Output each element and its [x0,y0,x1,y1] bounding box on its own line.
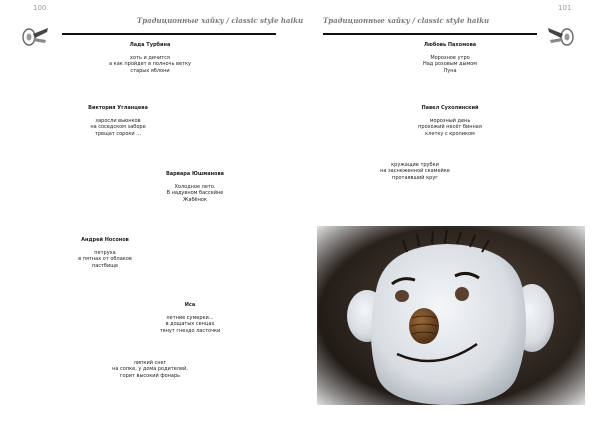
poem-line: в пятнах от облаков [78,256,132,263]
poem-line: Морозное утро [430,54,470,61]
poem-author: Любовь Пахомова [423,42,477,48]
right-running-header: Традиционные хайку / classic style haiku [323,16,490,25]
poem [95,42,205,74]
poem [95,360,205,379]
poem-line: Жабёнок [183,196,207,203]
poem-line: липкий снег [133,360,167,366]
poem-line: летние сумерки... [166,314,214,321]
poem [63,105,173,137]
poem-line: пастбище [91,262,119,269]
poem-author: Лада Турбина [129,42,171,48]
poem-author: Павел Сухолинский [421,105,479,111]
poem [50,237,160,269]
right-page-number: 101 [558,4,572,12]
pen-nib-logo-icon [20,25,50,47]
poem [395,105,505,137]
poem [135,302,245,334]
poem-line: Холодное лето. [174,183,216,190]
poem-line: протаявший круг [392,174,438,181]
poem-line: Над розовым дымом [422,61,478,68]
poem-line: морозный день [429,117,471,124]
snowman-illustration [317,226,585,405]
poem-line: заросли вьюнков [95,117,141,124]
poem-author: Виктория Угланцева [88,105,148,111]
left-header-rule [62,33,276,35]
poem-line: старых яблони [130,67,170,74]
pen-nib-logo-icon [546,25,576,47]
poem-author: Варвара Юшманова [165,171,225,177]
poem-line: петруха [94,249,116,256]
snowman-photo [317,226,585,405]
poem [140,171,250,203]
poem-line: на сопке, у дома родителей, [112,366,188,373]
poem-line: на соседском заборе [90,124,146,131]
poem-line: горит высокий фонарь [119,372,181,379]
poem-line: Луна [443,67,457,74]
poem [395,42,505,74]
poem-line: в дощатых сенцах [165,321,215,328]
poem-line: прохожий несёт бинная [418,124,482,131]
poem-line: В надувном бассейне [166,190,224,197]
poem-line: кружащие трубки [391,162,439,168]
poem-line: клетку с кроликом [425,130,475,137]
poem-author: Иса [184,302,196,308]
left-page-number: 100 [33,4,47,12]
left-running-header: Традиционные хайку / classic style haiku [137,16,304,25]
poem-line: тянут гнездо ласточки [159,327,221,334]
poem-author: Андрей Носонов [81,237,129,243]
poem-line: на заснеженной скамейке [380,168,450,175]
poem-line: хоть и дичится [130,54,170,61]
poem-line: а как пройдет в полночь ветку [109,61,191,68]
poem-line: трещат сороки ... [94,130,142,137]
poem [360,162,470,181]
right-header-rule [323,33,537,35]
